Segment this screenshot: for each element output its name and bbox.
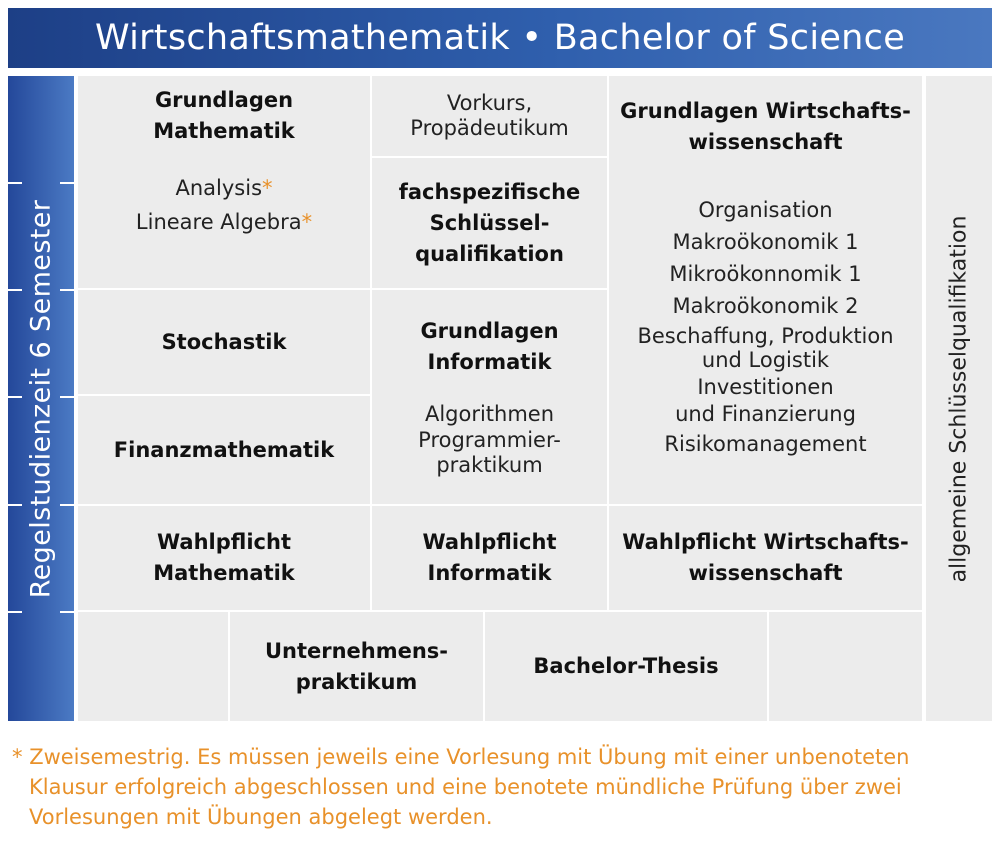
cell-title: Grundlagen: [154, 88, 294, 112]
cell-title: Informatik: [427, 350, 552, 374]
cell-title: Mathematik: [153, 561, 295, 585]
cell-title: wissenschaft: [688, 130, 843, 154]
list-item: Beschaffung, Produktion: [637, 324, 894, 348]
cell-allgemeine-schluesselqualifikation: [926, 76, 992, 721]
cell-title: Grundlagen Wirtschafts-: [620, 99, 911, 123]
list-item: Makroökonomik 2: [672, 294, 859, 318]
cell-title: Unternehmens-: [264, 638, 449, 663]
cell-text: Propädeutikum: [410, 116, 569, 140]
cell-title: Finanzmathematik: [113, 437, 335, 462]
cell-title: Wahlpflicht: [157, 530, 291, 554]
cell-title: Grundlagen: [420, 319, 559, 343]
cell-vorkurs: [372, 76, 607, 156]
list-item: Algorithmen: [424, 402, 555, 426]
cell-unternehmenspraktikum: [230, 612, 483, 721]
list-item: praktikum: [436, 453, 543, 477]
list-item: Mikroökonnomik 1: [669, 262, 862, 286]
list-item: Organisation: [698, 198, 833, 222]
cell-bachelor-thesis: [485, 612, 767, 721]
list-item: Programmier-: [418, 428, 561, 452]
cell-title: Bachelor-Thesis: [533, 654, 719, 678]
cell-fachspezifische-schluesselqualifikation: [372, 158, 607, 288]
cell-title: fachspezifische: [398, 179, 581, 204]
cell-title: Schlüssel-: [429, 210, 550, 235]
list-item: und Finanzierung: [675, 402, 856, 426]
footnote: [12, 742, 992, 832]
cell-wahlpflicht-mathematik: [78, 506, 370, 610]
cell-grundlagen-informatik: [372, 290, 607, 504]
semester-label: Regelstudienzeit 6 Semester: [25, 199, 57, 598]
footnote-text: Zweisemestrig. Es müssen jeweils eine Vorlesung mit Übung mit einer unbenoteten: [29, 745, 910, 769]
cell-grundlagen-mathematik: [78, 76, 370, 288]
footnote-line: [12, 742, 992, 772]
cell-stochastik: [78, 290, 370, 394]
cell-title: Informatik: [427, 561, 552, 585]
cell-title: Stochastik: [161, 329, 287, 354]
footnote-line: Klausur erfolgreich abgeschlossen und eine benotete mündliche Prüfung über zwei: [29, 775, 902, 799]
cell-empty-left: [78, 612, 228, 721]
cell-title: Mathematik: [153, 119, 295, 143]
list-item: und Logistik: [701, 348, 830, 372]
cell-wahlpflicht-wirtschaftswissenschaft: [609, 506, 922, 610]
cell-empty-right: [769, 612, 922, 721]
semester-sidebar: [8, 76, 74, 721]
list-item: Lineare Algebra*: [135, 210, 313, 234]
page-title: Wirtschaftsmathematik • Bachelor of Science: [8, 8, 992, 68]
cell-title: Wahlpflicht: [422, 530, 557, 554]
cell-title: praktikum: [295, 669, 418, 694]
list-item: Investitionen: [697, 375, 834, 399]
footnote-line: Vorlesungen mit Übungen abgelegt werden.: [29, 805, 493, 829]
list-item: Makroökonomik 1: [672, 230, 859, 254]
cell-title: wissenschaft: [688, 561, 843, 585]
cell-title: qualifikation: [415, 241, 564, 266]
cell-finanzmathematik: [78, 396, 370, 504]
footnote-marker: *: [12, 745, 23, 769]
cell-title: Wahlpflicht Wirtschafts-: [622, 530, 909, 554]
general-qualification-label: allgemeine Schlüsselqualifikation: [946, 215, 972, 582]
list-item: Analysis*: [175, 176, 273, 200]
cell-wahlpflicht-informatik: [372, 506, 607, 610]
cell-text: Vorkurs,: [446, 91, 533, 115]
list-item: Risikomanagement: [664, 432, 867, 456]
cell-grundlagen-wirtschaftswissenschaft: [609, 76, 922, 504]
